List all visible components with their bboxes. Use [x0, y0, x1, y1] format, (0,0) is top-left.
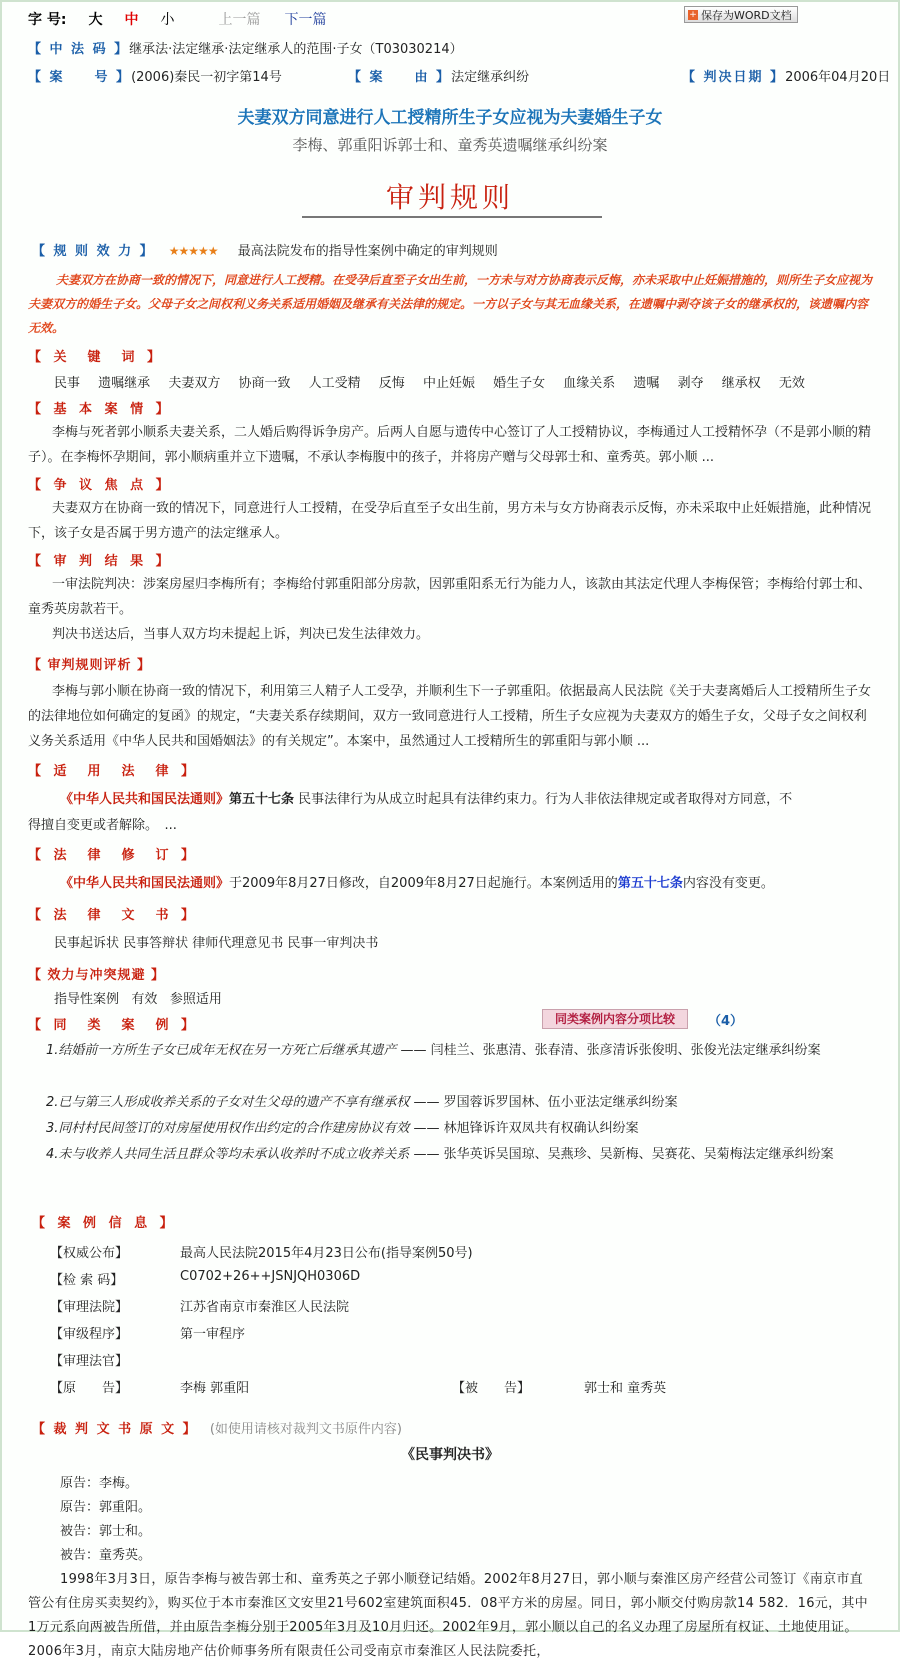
effect-row [32, 240, 498, 259]
law-heading [28, 760, 198, 779]
info-value: C0702+26++JSNJQH0306D [180, 1269, 361, 1284]
keyword[interactable]: 民事 [54, 376, 81, 391]
code-value: 继承法·法定继承·法定继承人的范围·子女（T03030214） [129, 42, 463, 57]
font-size-large[interactable]: 大 [88, 12, 103, 28]
similar-count: （4） [708, 1014, 744, 1029]
next-article-link[interactable]: 下一篇 [284, 12, 327, 28]
keywords-label: 【 关 键 词 】 [28, 350, 165, 365]
prev-article-link[interactable]: 上一篇 [218, 12, 261, 28]
cause-label: 【 案 由 】 [348, 70, 452, 85]
party-line: 被告：郭士和。 [60, 1524, 152, 1539]
cause-value: 法定继承纠纷 [451, 70, 530, 85]
case-no-row [28, 66, 282, 85]
date-row [682, 66, 890, 85]
word-doc-icon: + [689, 9, 697, 20]
keyword[interactable]: 剥夺 [677, 376, 704, 391]
effect-text: 最高法院发布的指导性案例中确定的审判规则 [237, 244, 498, 259]
info-value: 江苏省南京市秦淮区人民法院 [180, 1300, 350, 1315]
similar-case-parties[interactable]: 闫桂兰、张惠清、张春清、张彦清诉张俊明、张俊光法定继承纠纷案 [430, 1043, 821, 1058]
defendant-value: 郭士和 童秀英 [584, 1381, 667, 1396]
case-main-title: 夫妻双方同意进行人工授精所生子女应视为夫妻婚生子女 [237, 108, 663, 128]
dispute-text: 夫妻双方在协商一致的情况下，同意进行人工授精，在受孕后直至子女出生前，男方未与女方协商表示反悔，亦未采取中止妊娠措施，此种情况下，该子女是否属于男方遗产的法定继承人。 [28, 501, 872, 541]
font-size-medium[interactable]: 中 [124, 12, 139, 28]
dispute-heading [28, 474, 173, 493]
code-label: 【 中 法 码 】 [28, 42, 130, 57]
info-key: 【审理法官】 [50, 1354, 129, 1369]
similar-case-parties[interactable]: 林旭锋诉许双凤共有权确认纠纷案 [443, 1121, 639, 1136]
similar-case-item[interactable] [28, 1116, 874, 1141]
revision-label: 【 法 律 修 订 】 [28, 848, 199, 863]
docs-heading [28, 904, 198, 923]
similar-case-parties[interactable]: 罗国蓉诉罗国林、伍小亚法定继承纠纷案 [443, 1095, 678, 1110]
rules-heading: 审判规则 [385, 181, 514, 214]
result-label: 【 审 判 结 果 】 [28, 554, 173, 569]
keyword[interactable]: 婚生子女 [493, 376, 546, 391]
similar-case-title[interactable]: 2.已与第三人形成收养关系的子女对生父母的遗产不享有继承权 [46, 1095, 410, 1110]
similar-case-parties[interactable]: 张华英诉吴国琼、吴燕珍、吴新梅、吴赛花、吴菊梅法定继承纠纷案 [443, 1147, 834, 1162]
docs-list[interactable]: 民事起诉状 民事答辩状 律师代理意见书 民事一审判决书 [54, 936, 379, 951]
keyword[interactable]: 夫妻双方 [168, 376, 221, 391]
result-text-1: 一审法院判决：涉案房屋归李梅所有；李梅给付郭重阳部分房款，因郭重阳系无行为能力人，该款由其法定代理人李梅保管；李梅给付郭士和、童秀英房款若干。 [28, 577, 872, 617]
save-word-button[interactable] [684, 6, 798, 23]
conflict-item: 参照适用 [169, 992, 222, 1007]
font-size-small[interactable]: 小 [160, 12, 175, 28]
info-value: 最高人民法院2015年4月23日公布(指导案例50号) [180, 1246, 473, 1261]
docs-label: 【 法 律 文 书 】 [28, 908, 199, 923]
keyword[interactable]: 协商一致 [238, 376, 291, 391]
original-note: (如使用请核对裁判文书原件内容) [209, 1422, 402, 1437]
law-book-link[interactable]: 《中华人民共和国民法通则》 [60, 792, 230, 807]
similar-case-sep: —— [409, 1147, 444, 1162]
basic-heading [28, 398, 173, 417]
similar-case-sep: —— [396, 1043, 431, 1058]
judgment-body: 1998年3月3日，原告李梅与被告郭士和、童秀英之子郭小顺登记结婚。2002年8月27日，郭小顺与秦淮区房产经营公司签订《南京市直管公有住房买卖契约》，购买位于本市秦淮区文安里21号602室建筑面积45．08平方米的房屋。同日，郭小顺交付购房款14 582．16元，其中1万元系向两被告所借，并由原告李梅分别于2005年3月及10月归还。2002年9月，郭小顺以自己的名义办理了房屋所有权证、土地使用证。2006年3月，南京大陆房地产估价师事务所有限责任公司受南京市秦淮区人民法院委托， [28, 1572, 868, 1659]
rating-stars-icon: ★★★★★ [168, 244, 218, 258]
law-label: 【 适 用 法 律 】 [28, 764, 199, 779]
similar-case-title[interactable]: 4.未与收养人共同生活且群众等均未承认收养时不成立收养关系 [46, 1147, 410, 1162]
similar-heading [28, 1014, 198, 1033]
plaintiff-value: 李梅 郭重阳 [180, 1381, 250, 1396]
result-text-2: 判决书送达后，当事人双方均未提起上诉，判决已发生法律效力。 [52, 627, 430, 642]
revision-text-2: 内容没有变更。 [682, 876, 774, 891]
similar-case-sep: —— [409, 1121, 444, 1136]
info-key: 【检 索 码】 [50, 1273, 124, 1288]
revision-text-1: 于2009年8月27日修改，自2009年8月27日起施行。本案例适用的 [229, 876, 618, 891]
judgment-title: 《民事判决书》 [401, 1447, 499, 1463]
revision-line [60, 872, 774, 891]
revision-heading [28, 844, 198, 863]
effect-label: 【 规 则 效 力 】 [32, 244, 155, 259]
party-line: 原告：郭重阳。 [60, 1500, 152, 1515]
dispute-label: 【 争 议 焦 点 】 [28, 478, 173, 493]
basic-text: 李梅与死者郭小顺系夫妻关系，二人婚后购得诉争房产。后两人自愿与遗传中心签订了人工授精协议，李梅通过人工授精怀孕（不是郭小顺的精子）。在李梅怀孕期间，郭小顺病重并立下遗嘱，不承认李梅腹中的孩子，并将房产赠与父母郭士和、童秀英。郭小顺 ... [28, 425, 872, 465]
case-no-label: 【 案 号 】 [28, 70, 132, 85]
info-key: 【审理法院】 [50, 1300, 129, 1315]
date-label: 【 判决日期 】 [682, 70, 786, 85]
rule-text: 夫妻双方在协商一致的情况下，同意进行人工授精。在受孕后直至子女出生前，一方未与对方协商表示反悔，亦未采取中止妊娠措施的，则所生子女应视为夫妻双方的婚生子女。父母子女之间权利义务关系适用婚姻及继承有关法律的规定。一方以子女与其无血缘关系，在遗嘱中剥夺该子女的继承权的，该遗嘱内容无效。 [28, 273, 873, 335]
date-value: 2006年04月20日 [785, 70, 891, 85]
conflict-label: 【 效力与冲突规避 】 [28, 968, 166, 983]
revision-book-link[interactable]: 《中华人民共和国民法通则》 [60, 876, 230, 891]
keyword[interactable]: 无效 [778, 376, 805, 391]
law-line-1 [60, 788, 792, 807]
conflict-item: 有效 [131, 992, 158, 1007]
keyword[interactable]: 继承权 [721, 376, 761, 391]
analysis-heading [28, 654, 151, 673]
save-word-label: 保存为WORD文档 [701, 8, 792, 22]
rules-heading-underline [302, 216, 602, 218]
info-heading [32, 1212, 177, 1231]
similar-case-item[interactable] [28, 1090, 874, 1115]
info-label: 【 案 例 信 息 】 [32, 1216, 177, 1231]
info-key: 【审级程序】 [50, 1327, 129, 1342]
keyword[interactable]: 遗嘱继承 [98, 376, 151, 391]
keyword[interactable]: 中止妊娠 [422, 376, 475, 391]
keywords-heading [28, 346, 164, 365]
code-row [28, 38, 463, 57]
info-key: 【权威公布】 [50, 1246, 129, 1261]
similar-case-item[interactable] [28, 1038, 874, 1063]
analysis-label: 【 审判规则评析 】 [28, 658, 152, 673]
plaintiff-label: 【原 告】 [50, 1381, 129, 1396]
keyword[interactable]: 遗嘱 [633, 376, 660, 391]
similar-case-title[interactable]: 1.结婚前一方所生子女已成年无权在另一方死亡后继承其遗产 [46, 1043, 397, 1058]
revision-article-link[interactable]: 第五十七条 [617, 876, 683, 891]
conflict-list [54, 988, 222, 1007]
keyword[interactable]: 人工受精 [308, 376, 361, 391]
keyword[interactable]: 血缘关系 [563, 376, 616, 391]
analysis-text: 李梅与郭小顺在协商一致的情况下，利用第三人精子人工受孕，并顺利生下一子郭重阳。依据最高人民法院《关于夫妻离婚后人工授精所生子女的法律地位如何确定的复函》的规定，“夫妻关系存续期间，双方一致同意进行人工授精，所生子女应视为夫妻双方的婚生子女，父母子女之间权利义务关系适用《中华人民共和国婚姻法》的有关规定”。本案中，虽然通过人工授精所生的郭重阳与郭小顺 ... [28, 684, 872, 749]
similar-case-title[interactable]: 3.同村村民间签订的对房屋使用权作出约定的合作建房协议有效 [46, 1121, 410, 1136]
party-line: 被告：童秀英。 [60, 1548, 152, 1563]
defendant-label: 【被 告】 [452, 1381, 531, 1396]
party-line: 原告：李梅。 [60, 1476, 139, 1491]
keywords-list [54, 372, 819, 391]
font-size-label: 字 号: [28, 12, 67, 28]
font-size-bar [28, 8, 326, 30]
compare-cases-button[interactable]: 同类案例内容分项比较 [542, 1009, 688, 1029]
law-line-2 [28, 814, 177, 833]
law-article: 第五十七条 [229, 792, 295, 807]
law-text-2: 得擅自变更或者解除。 ... [28, 818, 177, 833]
cause-row [348, 66, 529, 85]
similar-case-item[interactable] [28, 1142, 874, 1167]
original-heading [32, 1418, 402, 1437]
basic-label: 【 基 本 案 情 】 [28, 402, 173, 417]
info-value: 第一审程序 [180, 1327, 246, 1342]
result-heading [28, 550, 173, 569]
case-sub-title: 李梅、郭重阳诉郭士和、童秀英遗嘱继承纠纷案 [292, 136, 608, 154]
law-text-1: 民事法律行为从成立时起具有法律约束力。行为人非依法律规定或者取得对方同意，不 [294, 792, 793, 807]
keyword[interactable]: 反悔 [378, 376, 405, 391]
original-label: 【 裁 判 文 书 原 文 】 [32, 1422, 198, 1437]
conflict-heading [28, 964, 165, 983]
conflict-item: 指导性案例 [54, 992, 120, 1007]
similar-label: 【 同 类 案 例 】 [28, 1018, 199, 1033]
similar-case-sep: —— [409, 1095, 444, 1110]
case-no-value: (2006)秦民一初字第14号 [131, 70, 282, 85]
